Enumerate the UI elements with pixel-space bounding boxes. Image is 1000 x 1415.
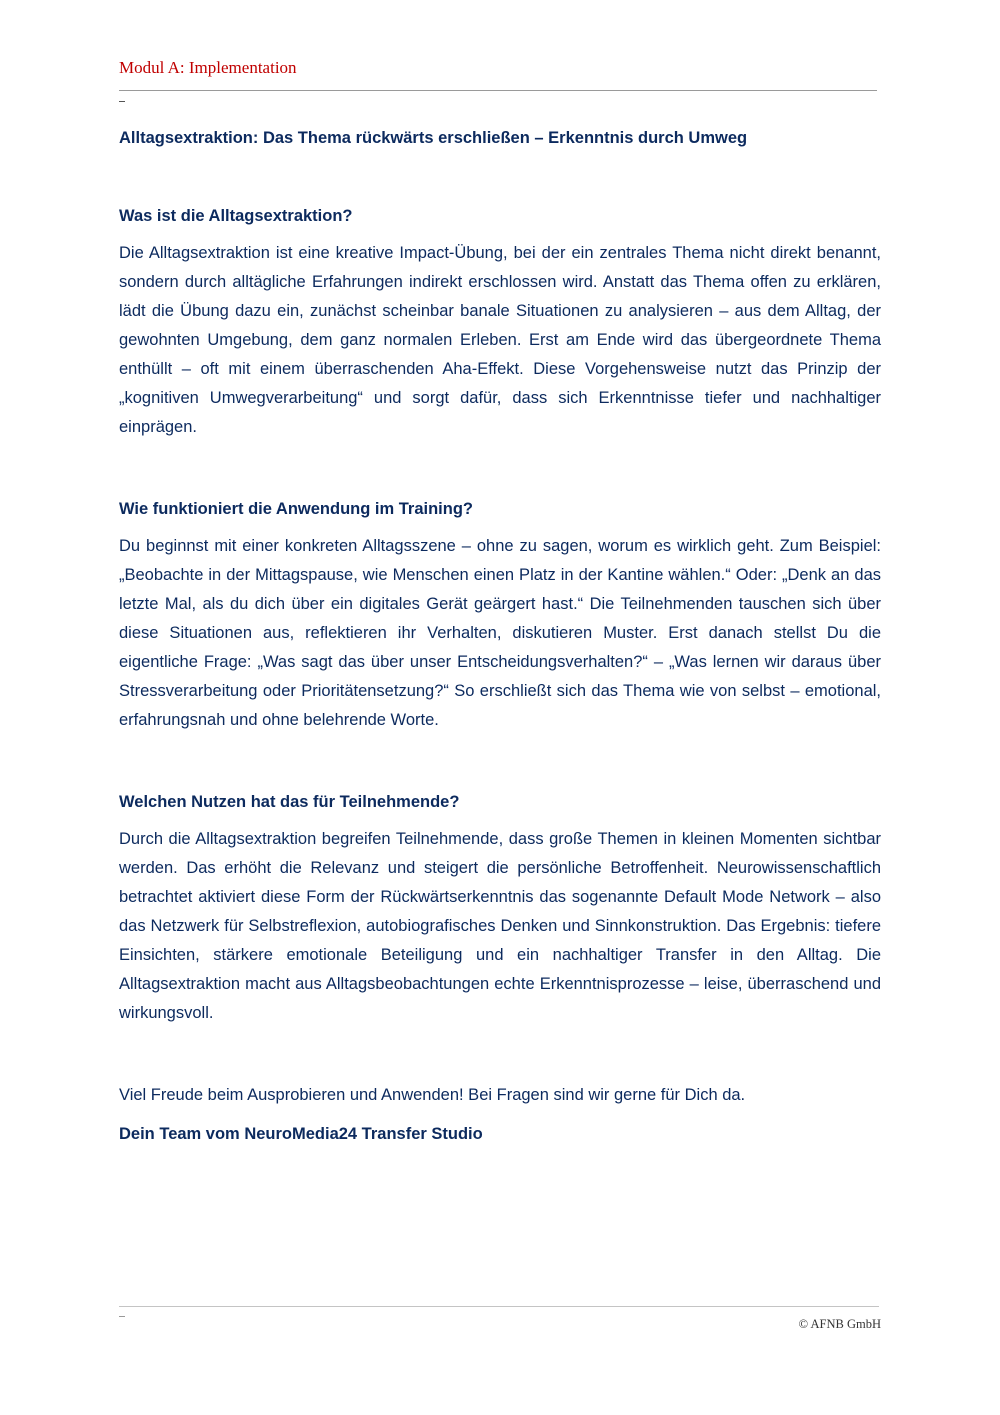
- sign-off: Dein Team vom NeuroMedia24 Transfer Studio: [119, 1125, 483, 1143]
- document-content: [119, 127, 881, 1145]
- section-heading-what: Was ist die Alltagsextraktion?: [119, 207, 353, 225]
- section-body-how: Du beginnst mit einer konkreten Alltagsszene – ohne zu sagen, worum es wirklich geht. Zum Beispiel: „Beobachte in der Mittagspause, wie Menschen einen Platz in der Kantine wählen.“ Oder: „Denk an das letzte Mal, als du dich über ein digitales Gerät geärgert hast.“ Die Teilnehmenden tauschen sich über diese Situationen aus, reflektieren ihr Verhalten, diskutieren Muster. Erst danach stellst Du die eigentliche Frage: „Was sagt das über unser Entscheidungsverhalten?“ – „Was lernen wir daraus über Stressverarbeitung oder Prioritätensetzung?“ So erschließt sich das Thema wie von selbst – emotional, erfahrungsnah und ohne belehrende Worte.: [119, 537, 881, 729]
- section-body-benefit: Durch die Alltagsextraktion begreifen Teilnehmende, dass große Themen in kleinen Momenten sichtbar werden. Das erhöht die Relevanz und steigert die persönliche Betroffenheit. Neurowissenschaftlich betrachtet aktiviert diese Form der Rückwärtserkenntnis das sogenannte Default Mode Network – also das Netzwerk für Selbstreflexion, autobiografisches Denken und Sinnkonstruktion. Das Ergebnis: tiefere Einsichten, stärkere emotionale Beteiligung und ein nachhaltiger Transfer in den Alltag. Die Alltagsextraktion macht aus Alltagsbeobachtungen echte Erkenntnisprozesse – leise, überraschend und wirkungsvoll.: [119, 830, 881, 1022]
- section-body-what: Die Alltagsextraktion ist eine kreative Impact-Übung, bei der ein zentrales Thema nicht direkt benannt, sondern durch alltägliche Erfahrungen indirekt erschlossen wird. Anstatt das Thema offen zu erklären, lädt die Übung dazu ein, zunächst scheinbar banale Situationen zu analysieren – aus dem Alltag, der gewohnten Umgebung, dem ganz normalen Erleben. Erst am Ende wird das übergeordnete Thema enthüllt – oft mit einem überraschenden Aha-Effekt. Diese Vorgehensweise nutzt das Prinzip der „kognitiven Umwegverarbeitung“ und sorgt dafür, dass sich Erkenntnisse tiefer und nachhaltiger einprägen.: [119, 244, 881, 436]
- footer-divider-mark: [119, 1316, 125, 1317]
- module-header-title: Modul A: Implementation: [119, 58, 297, 77]
- footer-divider: [119, 1306, 879, 1307]
- closing-text: Viel Freude beim Ausprobieren und Anwenden! Bei Fragen sind wir gerne für Dich da.: [119, 1086, 746, 1104]
- footer-copyright: © AFNB GmbH: [798, 1317, 881, 1331]
- section-heading-how: Wie funktioniert die Anwendung im Training?: [119, 500, 473, 518]
- document-title: Alltagsextraktion: Das Thema rückwärts erschließen – Erkenntnis durch Umweg: [119, 129, 748, 147]
- header-divider: [119, 90, 877, 91]
- section-heading-benefit: Welchen Nutzen hat das für Teilnehmende?: [119, 793, 460, 811]
- header-divider-mark: [119, 101, 125, 102]
